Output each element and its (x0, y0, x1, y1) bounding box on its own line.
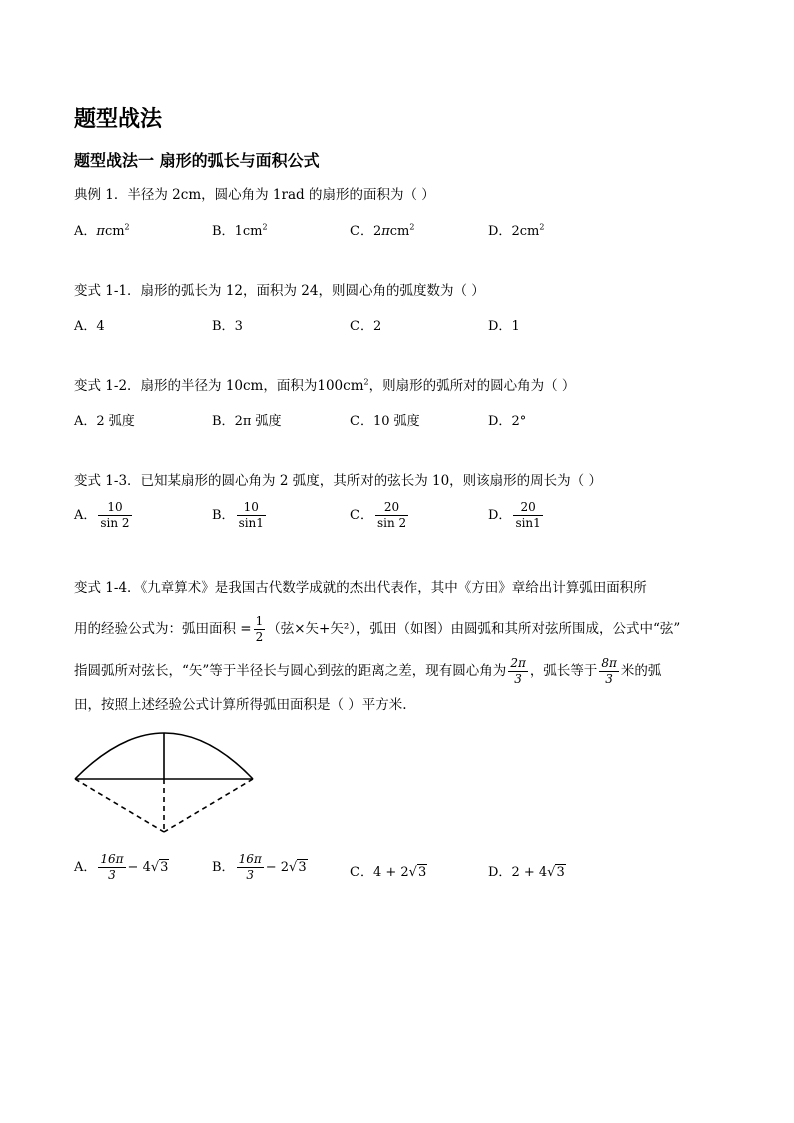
q4-option-a: A． $\frac{10}{\sin 2}$ (74, 500, 130, 530)
fraction: $\frac{20}{\sin 2}$ (376, 500, 407, 530)
q5-option-c: C．4 + 2√3 (350, 865, 427, 880)
fraction: $\frac{16\pi}{3}$ (100, 852, 124, 882)
q3-option-a: A．2 弧度 (74, 414, 135, 429)
fraction: $\frac{1}{2}$ (255, 614, 264, 644)
fraction: $\frac{16\pi}{3}$ (238, 852, 262, 882)
radius-left-dashed (75, 779, 164, 832)
radius-right-dashed (164, 779, 253, 832)
q3-option-c: C．10 弧度 (350, 414, 420, 429)
q4-stem: 变式 1-3．已知某扇形的圆心角为 2 弧度，其所对的弦长为 10，则该扇形的周长为（ ） (74, 473, 602, 489)
fraction: $\frac{20}{\sin 1}$ (515, 500, 541, 530)
q5-line-1: 变式 1-4．《九章算术》是我国古代数学成就的杰出代表作，其中《方田》章给出计算弧田面积所 (74, 580, 647, 596)
q4-option-b: B． $\frac{10}{\sin 1}$ (212, 500, 264, 530)
q5-line-4: 田，按照上述经验公式计算所得弧田面积是（ ）平方米. (74, 697, 407, 713)
q3-option-d: D．2° (488, 414, 527, 429)
page-title: 题型战法 (74, 107, 163, 132)
q5-option-b: B． $\frac{16\pi}{3}$ − 2√3 (212, 852, 307, 882)
q1-option-d: D．$2cm^2$ (488, 222, 545, 239)
q2-option-b: B．3 (212, 319, 243, 334)
q5-line-2: 用的经验公式为：弧田面积 = $\frac{1}{2}$ （弦×矢+矢²），弧田（如图）由圆弧和其所对弦所围成，公式中“弦” (74, 614, 681, 644)
q3-option-b: B．2π 弧度 (212, 414, 282, 429)
q5-option-a: A． $\frac{16\pi}{3}$ − 4√3 (74, 852, 169, 882)
q5-option-d: D．2 + 4√3 (488, 865, 565, 880)
q1-option-b: B．$1cm^2$ (212, 222, 268, 239)
q2-option-d: D．1 (488, 319, 520, 334)
section-heading: 题型战法一 扇形的弧长与面积公式 (74, 151, 320, 170)
fraction: $\frac{2\pi}{3}$ (510, 656, 526, 686)
q2-stem: 变式 1-1．扇形的弧长为 12，面积为 24，则圆心角的弧度数为（ ） (74, 283, 485, 299)
q1-option-c: C．2πcm$^2$ (350, 222, 415, 239)
q2-option-c: C．2 (350, 319, 382, 334)
fraction: $\frac{8\pi}{3}$ (601, 656, 617, 686)
q3-stem: 变式 1-2．扇形的半径为 10cm，面积为$100cm^2$，则扇形的弧所对的圆心角为（ ） (74, 377, 576, 394)
q1-option-a: A．πcm$^2$ (74, 222, 130, 239)
q5-line-3: 指圆弧所对弦长，“矢”等于半径长与圆心到弦的距离之差，现有圆心角为 $\frac{2\pi}{3}$ ，弧长等于 $\frac{8\pi}{3}$ 米的弧 (74, 656, 662, 686)
q4-option-c: C． $\frac{20}{\sin 2}$ (350, 500, 407, 530)
q4-option-d: D． $\frac{20}{\sin 1}$ (488, 500, 541, 530)
q1-stem: 典例 1．半径为 2cm，圆心角为 1rad 的扇形的面积为（ ） (74, 187, 435, 203)
fraction: $\frac{10}{\sin 2}$ (100, 500, 130, 530)
fraction: $\frac{10}{\sin 1}$ (238, 500, 264, 530)
arc-field-figure (66, 724, 266, 840)
q2-option-a: A．4 (74, 319, 105, 334)
